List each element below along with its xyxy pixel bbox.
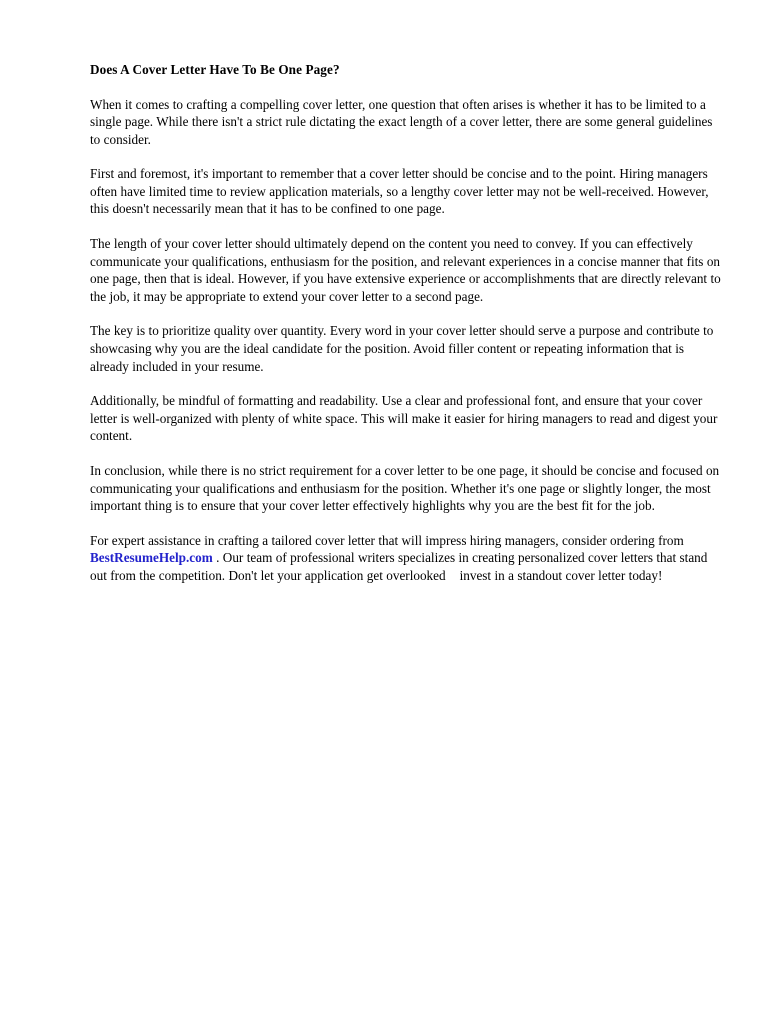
paragraph-6: In conclusion, while there is no strict requirement for a cover letter to be one page, it should be concise and focused on communicating your qualifications and enthusiasm for the position. Whether it's one page or slightly longer, the most important thing is to ensure that your cover letter effectively highlights why you are the best fit for the job. (90, 463, 720, 514)
paragraph-7-call-to-action (90, 532, 722, 585)
paragraph-4: The key is to prioritize quality over quantity. Every word in your cover letter should serve a purpose and contribute to showcasing why you are the ideal candidate for the position. Avoid filler content or repeating information that is already included in your resume. (90, 323, 714, 374)
bestresumehelp-link[interactable]: BestResumeHelp.com (90, 550, 213, 566)
paragraph-3: The length of your cover letter should ultimately depend on the content you need to convey. If you can effectively communicate your qualifications, enthusiasm for the position, and relevant experiences in a concise manner that fits on one page, then that is ideal. However, if you have extensive experience or accomplishments that are directly relevant to the job, it may be appropriate to extend your cover letter to a second page. (90, 236, 721, 304)
cta-text-before-link: For expert assistance in crafting a tailored cover letter that will impress hiring managers, consider ordering from (90, 532, 684, 548)
paragraph-1: When it comes to crafting a compelling cover letter, one question that often arises is whether it has to be limited to a single page. While there isn't a strict rule dictating the exact length of a cover letter, there are some general guidelines to consider. (90, 96, 713, 147)
cta-text-tail: invest in a standout cover letter today! (459, 567, 663, 583)
paragraph-5: Additionally, be mindful of formatting and readability. Use a clear and professional font, and ensure that your cover letter is well-organized with plenty of white space. This will make it easier for hiring managers to read and digest your content. (90, 393, 718, 444)
paragraph-2: First and foremost, it's important to remember that a cover letter should be concise and to the point. Hiring managers often have limited time to review application materials, so a lengthy cover letter may not be well-received. However, this doesn't necessarily mean that it has to be confined to one page. (90, 166, 709, 217)
page-title: Does A Cover Letter Have To Be One Page? (90, 62, 340, 77)
document-body (90, 61, 722, 585)
cta-text-after-link: . Our team of professional writers specializes in creating personalized cover letters that stand out from the competition. Don't let your application get overlooked (90, 550, 708, 583)
